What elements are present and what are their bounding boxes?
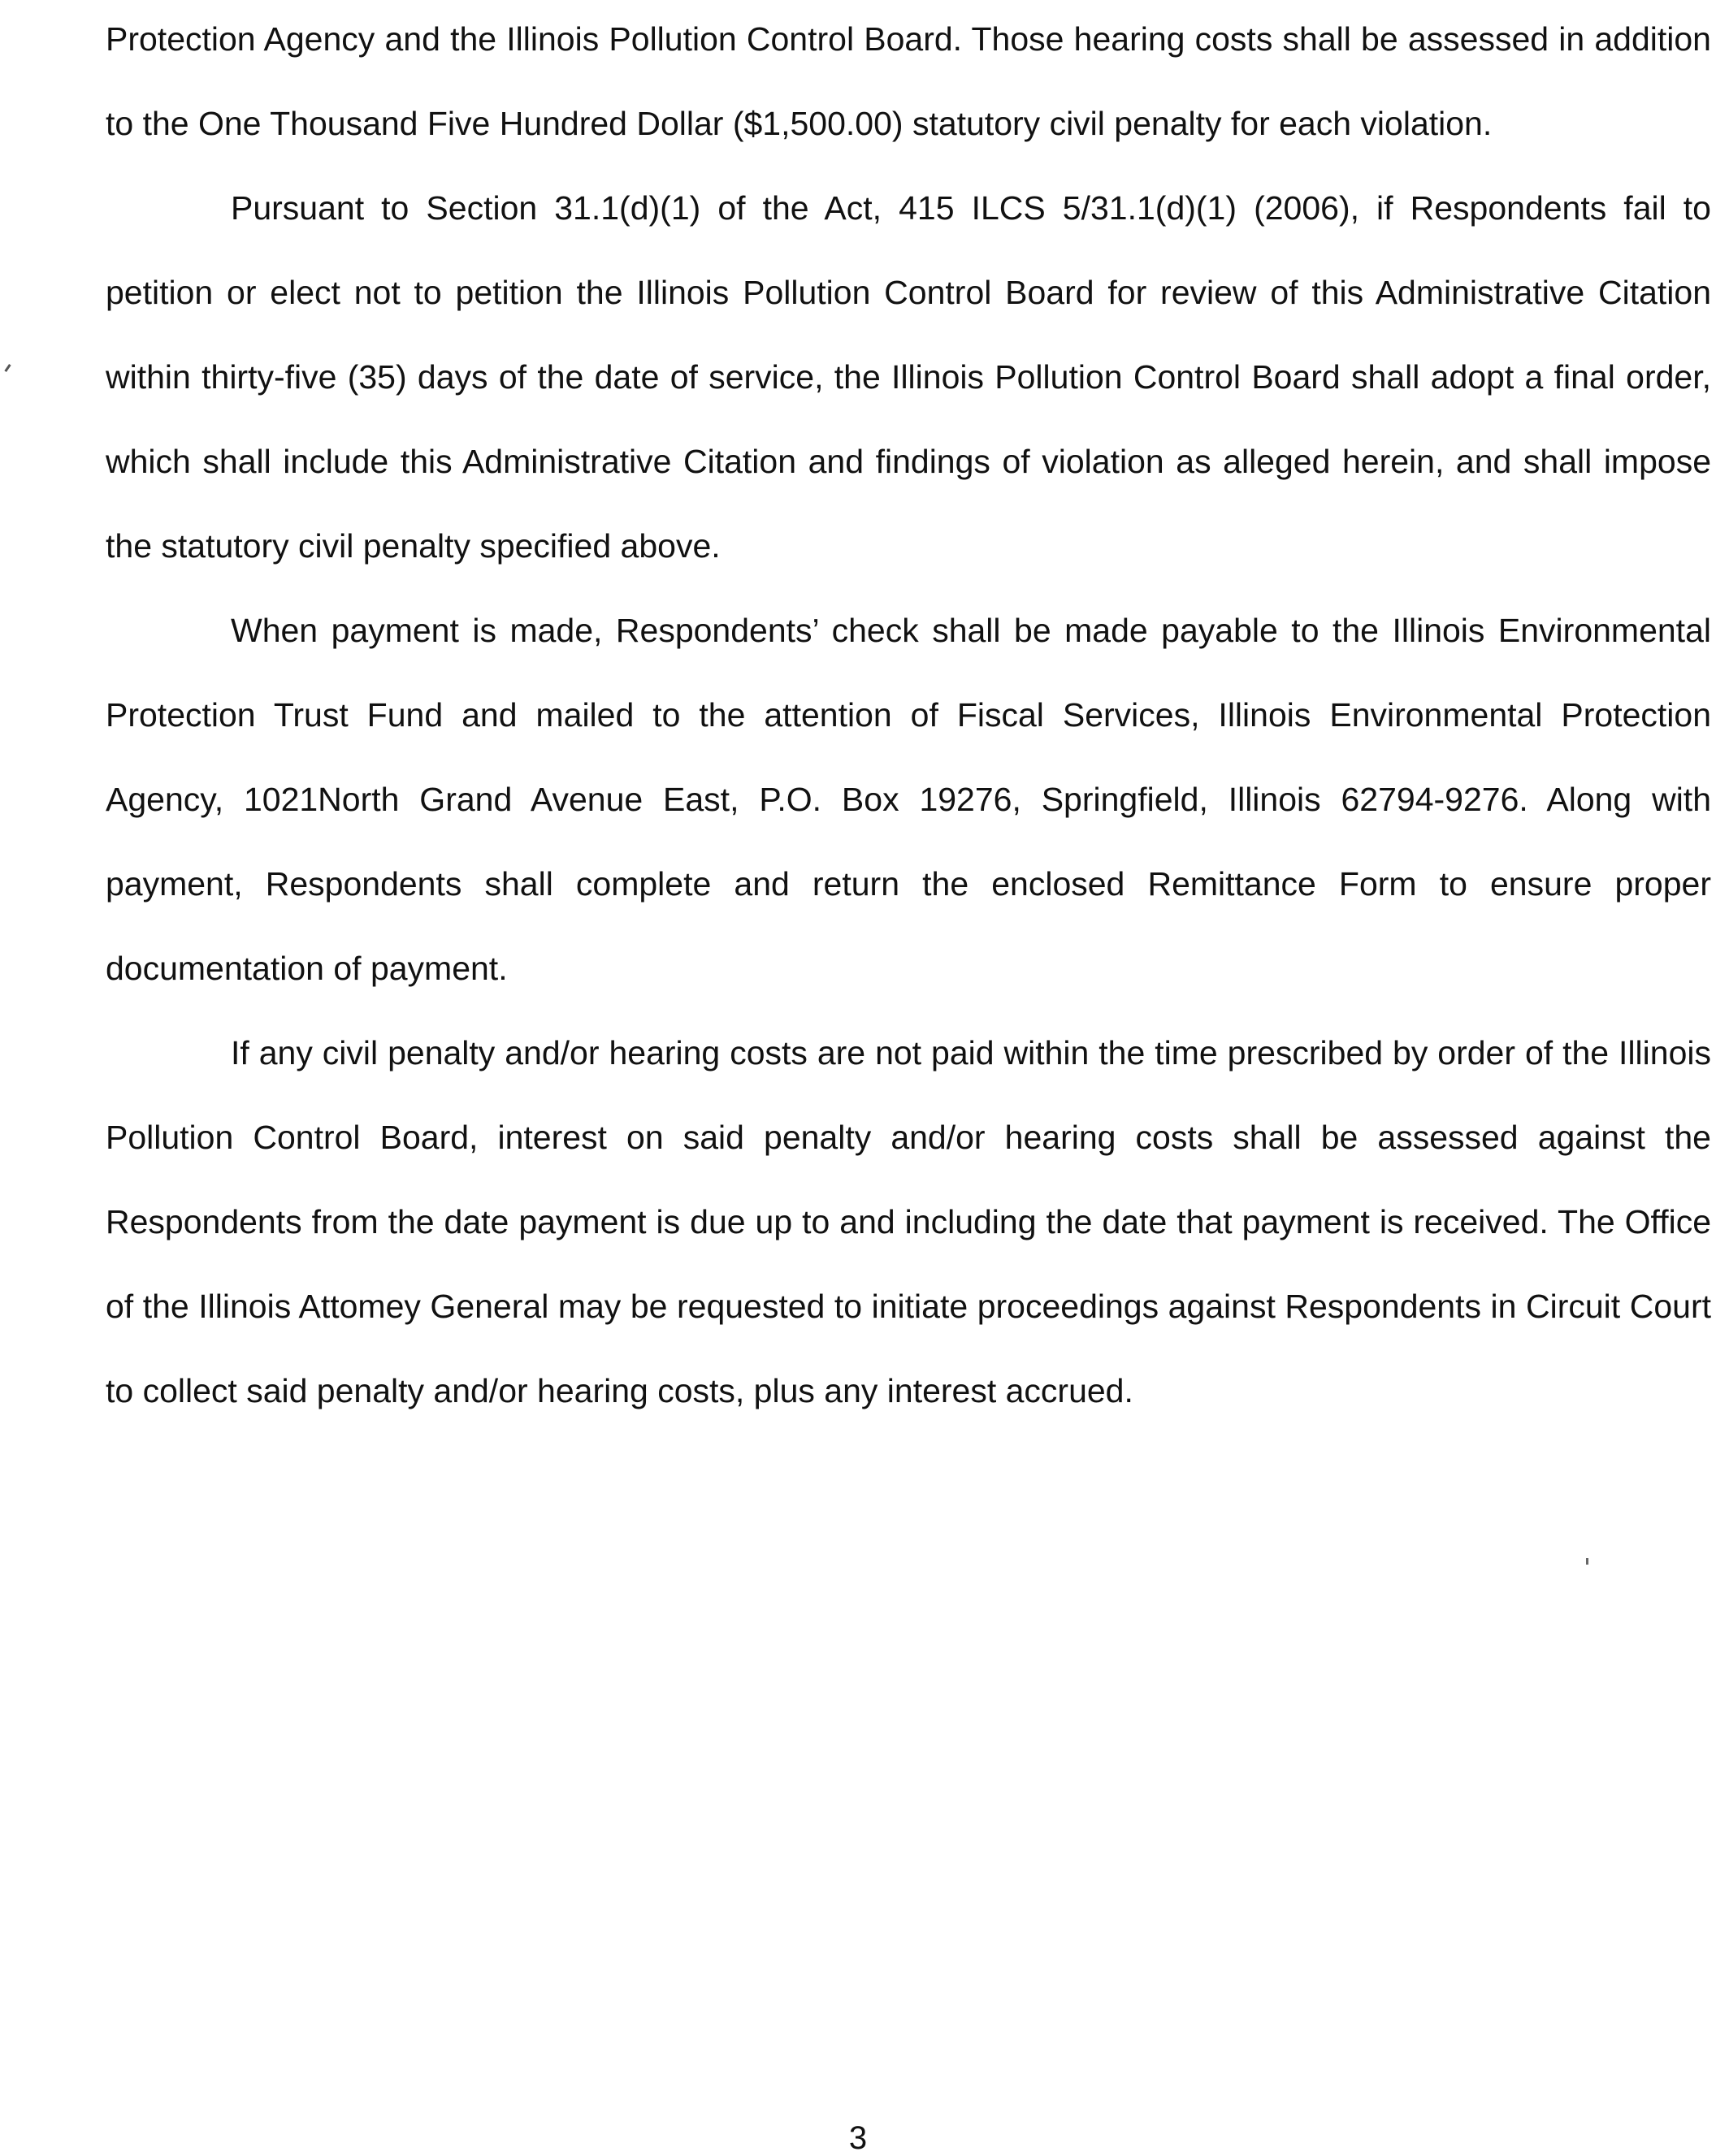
scan-speck [1586, 1558, 1588, 1565]
paragraph-continuation: Protection Agency and the Illinois Pollution Control Board. Those hearing costs shall be assessed in addition to the One Thousand Five Hundred Dollar ($1,500.00) statutory civil penalty for each violation. [106, 20, 1711, 142]
document-body [106, 0, 1711, 1433]
paragraph-interest-collection: If any civil penalty and/or hearing costs are not paid within the time prescribed by order of the Illinois Pollution Control Board, interest on said penalty and/or hearing costs shall be assessed against the Respondents from the date payment is due up to and including the date that payment is received. The Office of the Illinois Attomey General may be requested to initiate proceedings against Respondents in Circuit Court to collect said penalty and/or hearing costs, plus any interest accrued. [106, 1034, 1711, 1409]
paragraph-payment-instructions: When payment is made, Respondents’ check shall be made payable to the Illinois Environmental Protection Trust Fund and mailed to the attention of Fiscal Services, Illinois Environmental Protection Agency, 1021North Grand Avenue East, P.O. Box 19276, Springfield, Illinois 62794-9276. Along with payment, Respondents shall complete and return the enclosed Remittance Form to ensure proper documentation of payment. [106, 612, 1711, 987]
scan-speck [4, 364, 11, 372]
page-number: 3 [848, 2120, 868, 2156]
paragraph-default-order: Pursuant to Section 31.1(d)(1) of the Act, 415 ILCS 5/31.1(d)(1) (2006), if Respondents fail to petition or elect not to petition the Illinois Pollution Control Board for review of this Administrative Citation within thirty-five (35) days of the date of service, the Illinois Pollution Control Board shall adopt a final order, which shall include this Administrative Citation and findings of violation as alleged herein, and shall impose the statutory civil penalty specified above. [106, 189, 1711, 565]
